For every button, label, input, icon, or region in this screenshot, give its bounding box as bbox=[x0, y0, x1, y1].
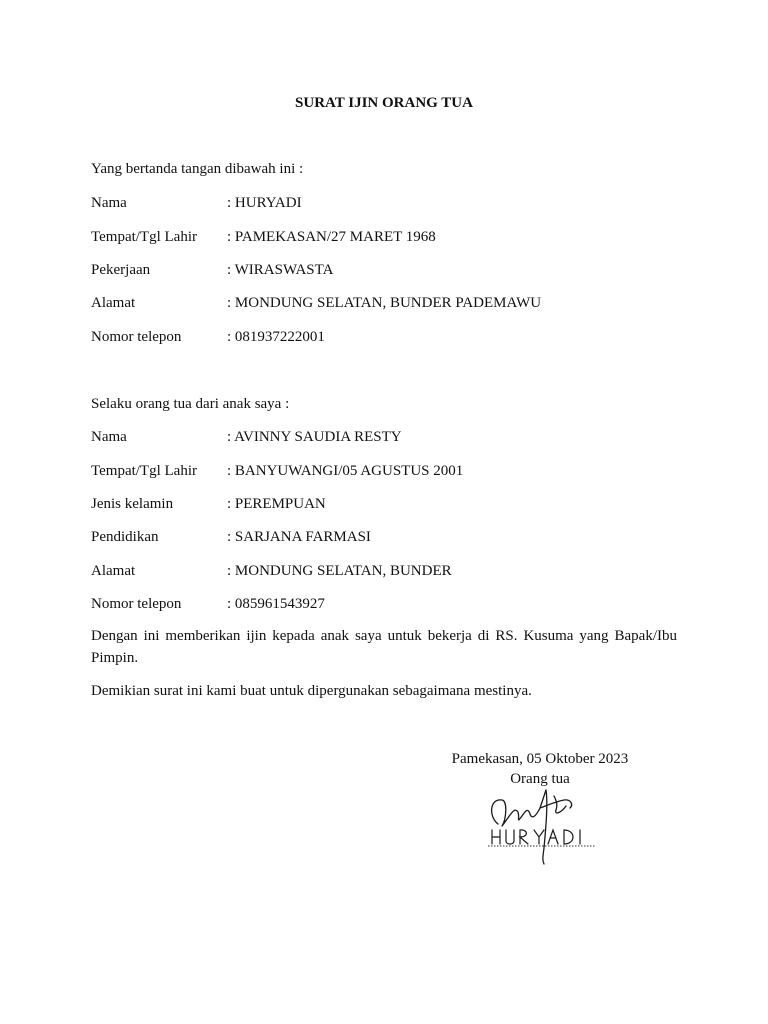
child-education-label: Pendidikan bbox=[91, 529, 159, 545]
parent-address-value: : MONDUNG SELATAN, BUNDER PADEMAWU bbox=[227, 295, 542, 311]
child-intro-text: Selaku orang tua dari anak saya : bbox=[91, 396, 290, 412]
child-phone-label: Nomor telepon bbox=[91, 596, 182, 612]
child-gender-value: : PEREMPUAN bbox=[227, 496, 326, 512]
signature-image bbox=[484, 786, 604, 866]
letter-title: SURAT IJIN ORANG TUA bbox=[295, 95, 473, 111]
permission-paragraph: Dengan ini memberikan ijin kepada anak saya untuk bekerja di RS. Kusuma yang Bapak/Ibu Pimpin. bbox=[91, 628, 677, 666]
parent-phone-label: Nomor telepon bbox=[91, 329, 182, 345]
signer-role: Orang tua bbox=[510, 771, 570, 787]
parent-name-label: Nama bbox=[91, 195, 127, 211]
child-address-value: : MONDUNG SELATAN, BUNDER bbox=[227, 563, 452, 579]
parent-phone-value: : 081937222001 bbox=[227, 329, 325, 345]
intro-text: Yang bertanda tangan dibawah ini : bbox=[91, 161, 304, 177]
parent-birth-value: : PAMEKASAN/27 MARET 1968 bbox=[227, 229, 436, 245]
parent-address-label: Alamat bbox=[91, 295, 136, 311]
child-education-value: : SARJANA FARMASI bbox=[227, 529, 371, 545]
child-name-value: : AVINNY SAUDIA RESTY bbox=[227, 429, 402, 445]
parent-name-value: : HURYADI bbox=[227, 195, 302, 211]
parent-job-label: Pekerjaan bbox=[91, 262, 151, 278]
child-phone-value: : 085961543927 bbox=[227, 596, 325, 612]
place-date: Pamekasan, 05 Oktober 2023 bbox=[451, 751, 629, 767]
child-name-label: Nama bbox=[91, 429, 127, 445]
child-gender-label: Jenis kelamin bbox=[91, 496, 174, 512]
parent-job-value: : WIRASWASTA bbox=[227, 262, 334, 278]
child-address-label: Alamat bbox=[91, 563, 136, 579]
closing-statement: Demikian surat ini kami buat untuk dipergunakan sebagaimana mestinya. bbox=[91, 683, 532, 699]
child-birth-label: Tempat/Tgl Lahir bbox=[91, 463, 197, 479]
parent-birth-label: Tempat/Tgl Lahir bbox=[91, 229, 197, 245]
child-birth-value: : BANYUWANGI/05 AGUSTUS 2001 bbox=[227, 463, 464, 479]
